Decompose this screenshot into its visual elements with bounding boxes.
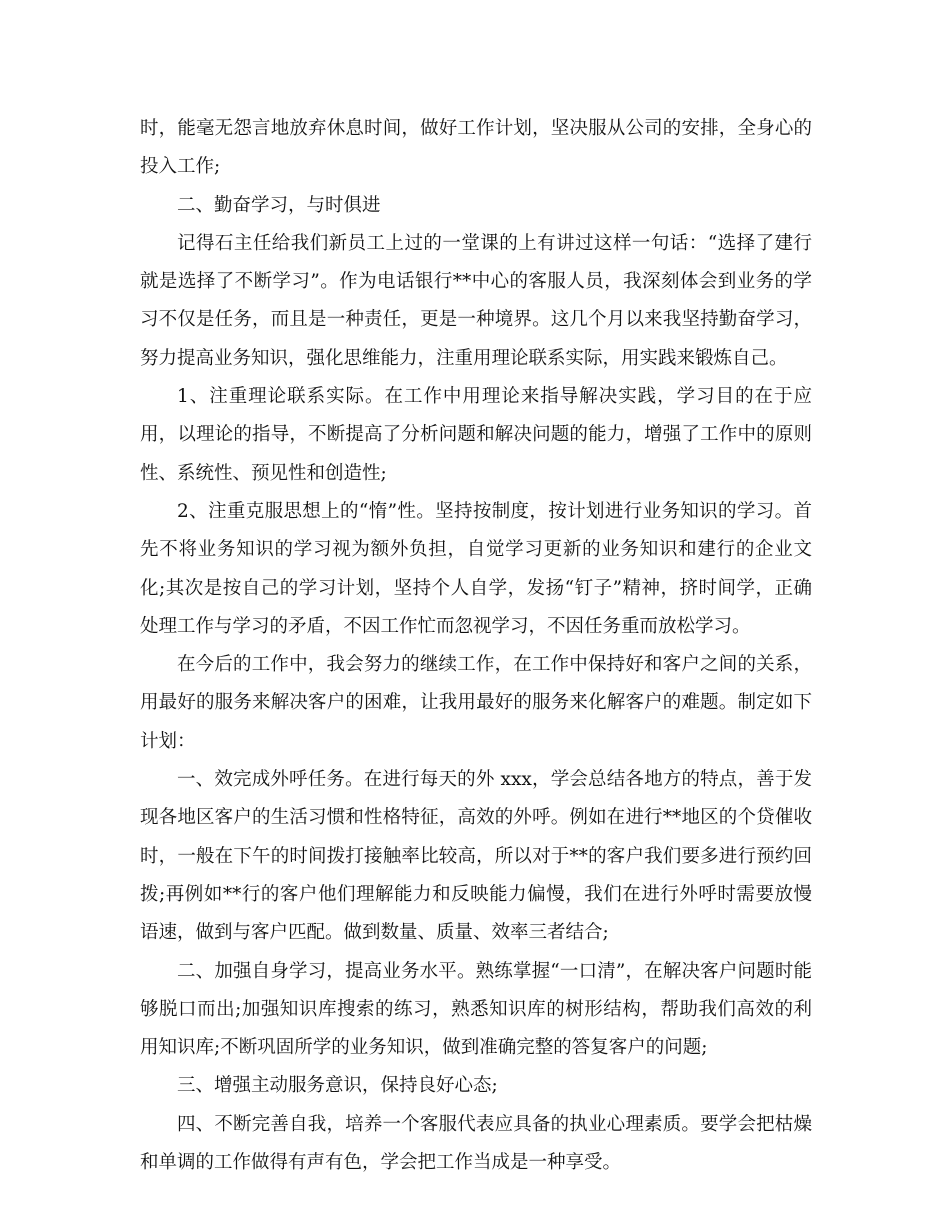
paragraph-5: 2、注重克服思想上的“惰”性。坚持按制度，按计划进行业务知识的学习。首先不将业务知识的学习视为额外负担，自觉学习更新的业务知识和建行的企业文化;其次是按自己的学习计划，坚持个人自学，发扬“钉子”精神，挤时间学，正确处理工作与学习的矛盾，不因工作忙而忽视学习，不因任务重而放松学习。 (140, 500, 812, 637)
section-heading-study: 二、勤奋学习，与时俱进 (177, 194, 381, 216)
document-body (140, 110, 812, 1182)
paragraph-7: 一、效完成外呼任务。在进行每天的外 xxx，学会总结各地方的特点，善于发现各地区客户的生活习惯和性格特征，高效的外呼。例如在进行**地区的个贷催收时，一般在下午的时间拨打接触率比较高，所以对于**的客户我们要多进行预约回拨;再例如**行的客户他们理解能力和反映能力偏慢，我们在进行外呼时需要放慢语速，做到与客户匹配。做到数量、质量、效率三者结合; (140, 769, 812, 944)
paragraph-10: 四、不断完善自我，培养一个客服代表应具备的执业心理素质。要学会把枯燥和单调的工作做得有声有色，学会把工作当成是一种享受。 (140, 1113, 812, 1174)
paragraph-6: 在今后的工作中，我会努力的继续工作，在工作中保持好和客户之间的关系，用最好的服务来解决客户的困难，让我用最好的服务来化解客户的难题。制定如下计划： (140, 654, 812, 752)
paragraph-9: 三、增强主动服务意识，保持良好心态; (177, 1075, 498, 1097)
paragraph-3: 记得石主任给我们新员工上过的一堂课的上有讲过这样一句话：“选择了建行就是选择了不断学习”。作为电话银行**中心的客服人员，我深刻体会到业务的学习不仅是任务，而且是一种责任，更是一种境界。这几个月以来我坚持勤奋学习，努力提高业务知识，强化思维能力，注重用理论联系实际，用实践来锻炼自己。 (140, 232, 812, 369)
paragraph-4: 1、注重理论联系实际。在工作中用理论来指导解决实践，学习目的在于应用，以理论的指导，不断提高了分析问题和解决问题的能力，增强了工作中的原则性、系统性、预见性和创造性; (140, 386, 812, 484)
paragraph-1: 时，能毫无怨言地放弃休息时间，做好工作计划，坚决服从公司的安排，全身心的投入工作; (140, 118, 812, 178)
paragraph-8: 二、加强自身学习，提高业务水平。熟练掌握“一口清”，在解决客户问题时能够脱口而出;加强知识库搜索的练习，熟悉知识库的树形结构，帮助我们高效的利用知识库;不断巩固所学的业务知识，做到准确完整的答复客户的问题; (140, 960, 812, 1059)
